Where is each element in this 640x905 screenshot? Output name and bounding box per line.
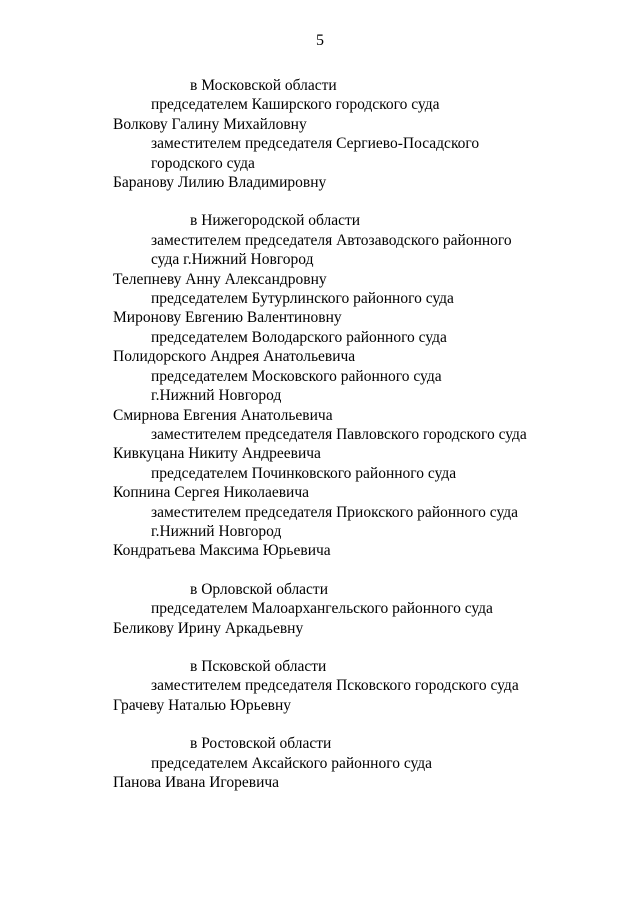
position-line: председателем Починковского районного суда bbox=[151, 464, 457, 482]
region-section bbox=[0, 192, 640, 560]
section-spacer bbox=[0, 715, 640, 734]
person-name: Панова Ивана Игоревича bbox=[113, 774, 280, 791]
person-name: Полидорского Андрея Анатольевича bbox=[113, 348, 356, 366]
person-name: Грачеву Наталью Юрьевну bbox=[113, 696, 291, 714]
region-heading: в Ростовской области bbox=[190, 735, 332, 753]
section-spacer bbox=[0, 561, 640, 580]
region-section bbox=[0, 561, 640, 638]
appointment-entry bbox=[0, 503, 640, 561]
position-line: председателем Московского районного суда bbox=[151, 367, 442, 385]
position-line: председателем Володарского районного суда bbox=[151, 328, 447, 346]
appointment-entry bbox=[0, 231, 640, 289]
appointment-entry bbox=[0, 134, 640, 192]
region-section bbox=[0, 715, 640, 792]
appointment-entry bbox=[0, 328, 640, 367]
position-line: городского суда bbox=[151, 154, 255, 172]
person-name: Смирнова Евгения Анатольевича bbox=[113, 406, 333, 424]
person-name: Кивкуцана Никиту Андреевича bbox=[113, 445, 321, 463]
position-line: г.Нижний Новгород bbox=[151, 522, 282, 540]
position-line: председателем Бутурлинского районного суда bbox=[151, 290, 454, 308]
person-name: Беликову Ирину Аркадьевну bbox=[113, 619, 304, 637]
position-line: заместителем председателя Павловского городского суда bbox=[151, 425, 527, 443]
page-number: 5 bbox=[316, 32, 324, 49]
appointment-entry bbox=[0, 95, 640, 134]
region-section bbox=[0, 76, 640, 192]
position-line: председателем Каширского городского суда bbox=[151, 96, 440, 114]
region-heading: в Псковской области bbox=[190, 657, 327, 675]
position-line: заместителем председателя Автозаводского районного bbox=[151, 231, 512, 249]
section-spacer bbox=[0, 192, 640, 211]
region-heading: в Орловской области bbox=[190, 580, 329, 598]
position-line: заместителем председателя Сергиево-Посадского bbox=[151, 135, 480, 153]
appointment-entry bbox=[0, 425, 640, 464]
appointments-list bbox=[0, 76, 640, 792]
person-name: Телепневу Анну Александровну bbox=[113, 270, 327, 288]
appointment-entry bbox=[0, 464, 640, 503]
appointment-entry bbox=[0, 367, 640, 425]
section-spacer bbox=[0, 638, 640, 657]
person-name: Кондратьева Максима Юрьевича bbox=[113, 542, 331, 560]
position-line: председателем Аксайского районного суда bbox=[151, 754, 433, 772]
region-heading: в Нижегородской области bbox=[190, 212, 361, 230]
region-heading: в Московской области bbox=[190, 77, 337, 94]
position-line: г.Нижний Новгород bbox=[151, 387, 282, 405]
appointment-entry bbox=[0, 289, 640, 328]
person-name: Баранову Лилию Владимировну bbox=[113, 174, 327, 192]
appointment-entry bbox=[0, 676, 640, 715]
position-line: суда г.Нижний Новгород bbox=[151, 251, 314, 269]
person-name: Миронову Евгению Валентиновну bbox=[113, 309, 342, 327]
position-line: заместителем председателя Приокского районного суда bbox=[151, 503, 519, 521]
person-name: Волкову Галину Михайловну bbox=[113, 115, 307, 133]
person-name: Копнина Сергея Николаевича bbox=[113, 484, 310, 502]
position-line: председателем Малоархангельского районного суда bbox=[151, 600, 493, 618]
position-line: заместителем председателя Псковского городского суда bbox=[151, 677, 519, 695]
appointment-entry bbox=[0, 754, 640, 793]
region-section bbox=[0, 638, 640, 715]
appointment-entry bbox=[0, 599, 640, 638]
